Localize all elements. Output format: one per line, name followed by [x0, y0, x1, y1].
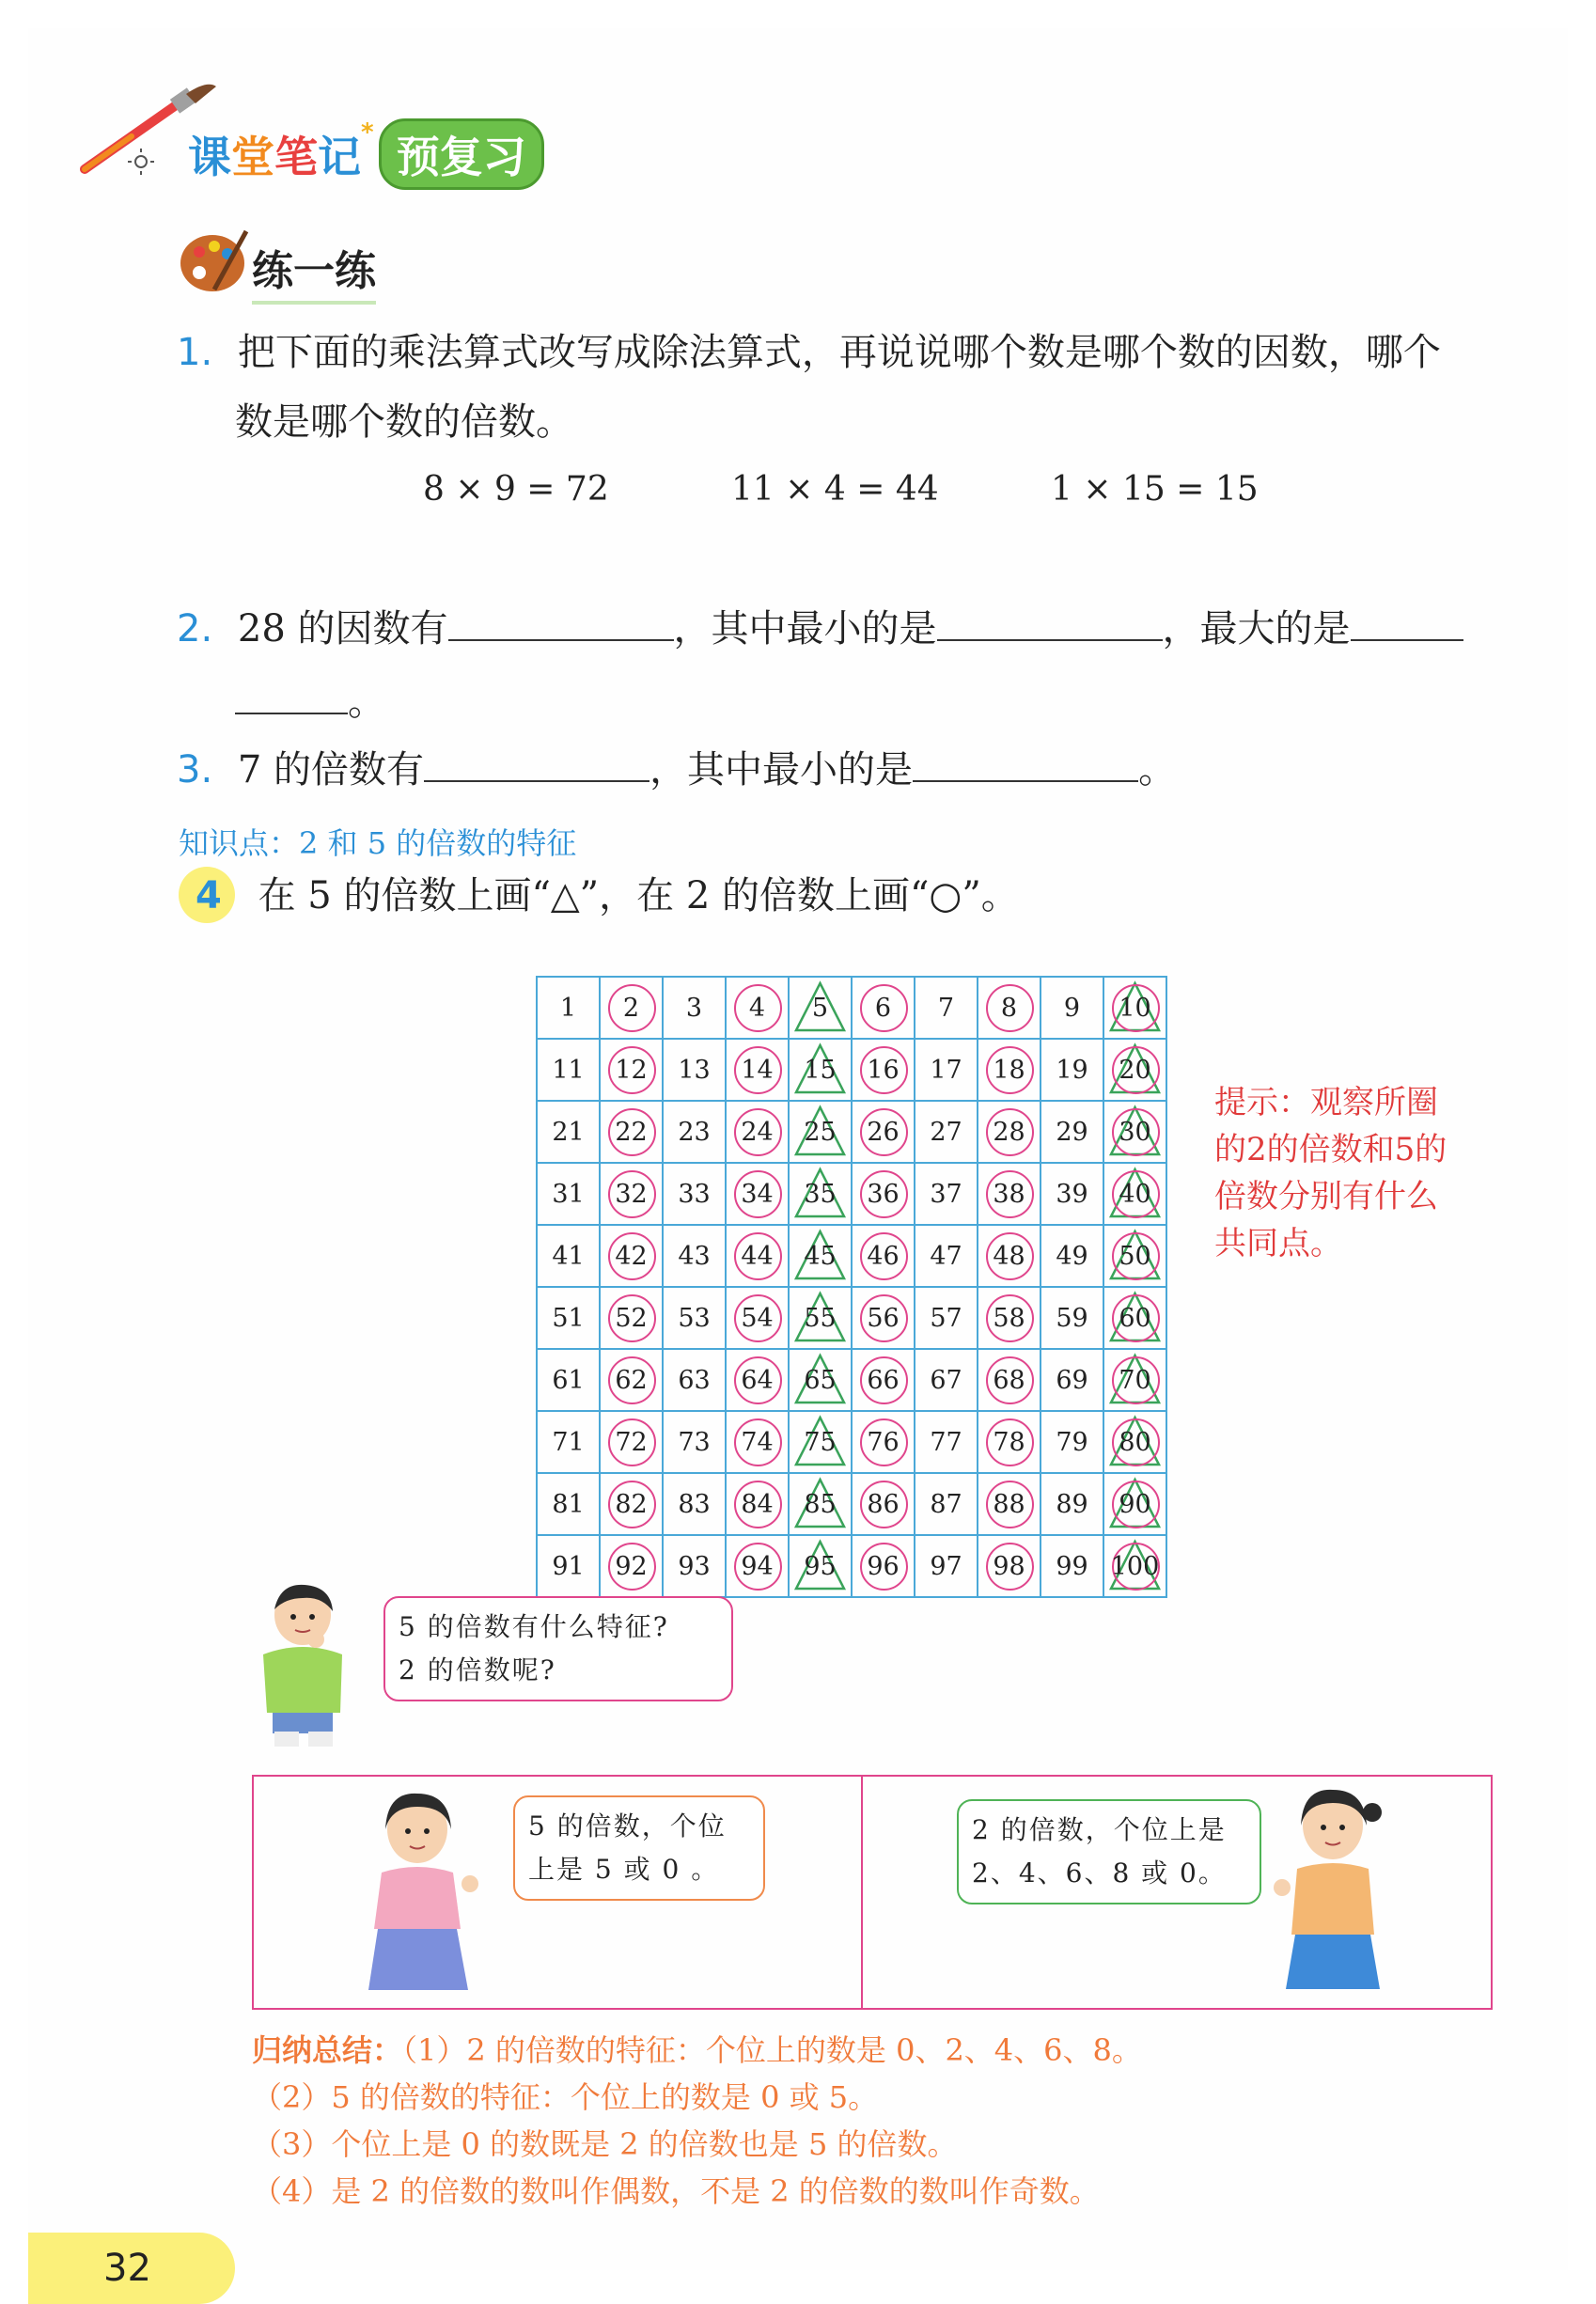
header-char: 课 [188, 132, 231, 182]
grid-cell [726, 1101, 789, 1163]
grid-cell [663, 1349, 726, 1411]
grid-number: 70 [1119, 1365, 1151, 1395]
summary-line [252, 2027, 1530, 2074]
grid-number: 92 [615, 1551, 648, 1581]
girl-left-illustration [359, 1788, 481, 2004]
grid-cell [1041, 1473, 1103, 1535]
boy-speech-bubble [383, 1596, 733, 1701]
grid-cell [1103, 1163, 1166, 1225]
grid-cell [663, 1225, 726, 1287]
grid-number: 17 [930, 1055, 962, 1085]
grid-cell [537, 1039, 600, 1101]
grid-number: 99 [1056, 1551, 1088, 1581]
grid-number: 76 [867, 1427, 900, 1457]
grid-number: 50 [1119, 1241, 1151, 1271]
grid-number: 22 [615, 1117, 648, 1147]
grid-cell [663, 1473, 726, 1535]
grid-cell [1103, 1535, 1166, 1597]
grid-cell [726, 1287, 789, 1349]
hint-line: 的2的倍数和5的 [1214, 1131, 1447, 1168]
grid-cell [537, 1287, 600, 1349]
grid-cell [1103, 1411, 1166, 1473]
grid-number: 39 [1056, 1179, 1088, 1209]
grid-number: 36 [867, 1179, 900, 1209]
question-3 [177, 744, 1176, 795]
grid-cell [726, 1535, 789, 1597]
grid-cell [978, 1349, 1041, 1411]
header-char: 堂 [231, 132, 274, 182]
grid-cell [915, 1349, 978, 1411]
girl-right-speech-bubble [957, 1799, 1261, 1904]
grid-number: 43 [678, 1241, 711, 1271]
summary-line: （2）5 的倍数的特征：个位上的数是 0 或 5。 [252, 2079, 879, 2115]
grid-number: 16 [867, 1055, 900, 1085]
grid-cell [537, 1101, 600, 1163]
grid-number: 83 [678, 1489, 711, 1519]
grid-cell [726, 1225, 789, 1287]
grid-number: 30 [1119, 1117, 1151, 1147]
grid-number: 95 [804, 1551, 837, 1581]
grid-number: 46 [867, 1241, 900, 1271]
grid-number: 53 [678, 1303, 711, 1333]
grid-cell [789, 1349, 852, 1411]
grid-row [537, 1039, 1166, 1101]
grid-number: 24 [741, 1117, 774, 1147]
grid-cell [978, 1225, 1041, 1287]
grid-number: 35 [804, 1179, 837, 1209]
grid-row [537, 1473, 1166, 1535]
grid-cell [978, 1411, 1041, 1473]
summary-line: （4）是 2 的倍数的数叫作偶数，不是 2 的倍数的数叫作奇数。 [252, 2173, 1100, 2209]
grid-number: 37 [930, 1179, 962, 1209]
grid-cell [537, 1535, 600, 1597]
bubble-line: 上是 5 或 0 。 [528, 1854, 720, 1885]
girl-left-speech-bubble [513, 1795, 765, 1901]
grid-number: 89 [1056, 1489, 1088, 1519]
grid-number: 9 [1063, 993, 1081, 1023]
grid-number: 74 [741, 1427, 774, 1457]
question-1-line2: 数是哪个数的倍数。 [235, 400, 573, 444]
summary-label: 归纳总结： [252, 2032, 403, 2068]
answer-blank[interactable] [937, 607, 1163, 641]
grid-cell [852, 1101, 915, 1163]
grid-number: 51 [552, 1303, 585, 1333]
grid-number: 56 [867, 1303, 900, 1333]
grid-cell [915, 1535, 978, 1597]
grid-cell [537, 1473, 600, 1535]
grid-cell [1103, 1225, 1166, 1287]
grid-number: 97 [930, 1551, 962, 1581]
grid-cell [663, 1163, 726, 1225]
bubble-line: 2 的倍数呢? [399, 1654, 556, 1685]
question-number: 2. [177, 607, 213, 650]
grid-cell [600, 1039, 663, 1101]
grid-number: 75 [804, 1427, 837, 1457]
grid-number: 98 [993, 1551, 1025, 1581]
header-char: 笔 [274, 132, 318, 182]
grid-cell [852, 1163, 915, 1225]
grid-number: 77 [930, 1427, 962, 1457]
grid-number: 15 [804, 1055, 837, 1085]
grid-cell [663, 1411, 726, 1473]
grid-cell [726, 1411, 789, 1473]
question-text: 28 的因数有 [237, 607, 448, 650]
grid-cell [600, 1287, 663, 1349]
header-char: 记 [318, 132, 361, 182]
grid-number: 86 [867, 1489, 900, 1519]
grid-number: 44 [741, 1241, 774, 1271]
equation-2: 11 × 4 = 44 [731, 470, 939, 509]
grid-number: 67 [930, 1365, 962, 1395]
grid-cell [789, 1039, 852, 1101]
grid-cell [1041, 1163, 1103, 1225]
palette-icon [177, 224, 252, 299]
grid-cell [1041, 1101, 1103, 1163]
grid-cell [537, 1225, 600, 1287]
grid-cell [1103, 1349, 1166, 1411]
question-number: 3. [177, 748, 213, 792]
grid-number: 49 [1056, 1241, 1088, 1271]
grid-number: 12 [615, 1055, 648, 1085]
grid-row [537, 1535, 1166, 1597]
grid-cell [789, 977, 852, 1039]
grid-cell [600, 1411, 663, 1473]
grid-cell [789, 1163, 852, 1225]
grid-number: 69 [1056, 1365, 1088, 1395]
grid-cell [663, 977, 726, 1039]
grid-cell [915, 1411, 978, 1473]
grid-number: 62 [615, 1365, 648, 1395]
hint-line: 提示：观察所圈 [1214, 1084, 1438, 1121]
grid-number: 29 [1056, 1117, 1088, 1147]
question-text: 在 5 的倍数上画“△”，在 2 的倍数上画“○”。 [258, 874, 1019, 917]
grid-cell [915, 1473, 978, 1535]
grid-row [537, 1349, 1166, 1411]
hint-line: 倍数分别有什么 [1214, 1178, 1438, 1215]
summary-text: （1）2 的倍数的特征：个位上的数是 0、2、4、6、8。 [402, 2032, 1142, 2068]
page [28, 28, 1568, 2290]
grid-number: 1 [559, 993, 577, 1023]
hundred-grid [536, 976, 1167, 1598]
grid-cell [915, 1163, 978, 1225]
grid-number: 71 [552, 1427, 585, 1457]
grid-number: 79 [1056, 1427, 1088, 1457]
grid-number: 84 [741, 1489, 774, 1519]
grid-number: 96 [867, 1551, 900, 1581]
grid-cell [1041, 1411, 1103, 1473]
equation-1: 8 × 9 = 72 [423, 470, 609, 509]
grid-cell [915, 1287, 978, 1349]
grid-cell [915, 977, 978, 1039]
grid-number: 19 [1056, 1055, 1088, 1085]
grid-number: 73 [678, 1427, 711, 1457]
grid-number: 58 [993, 1303, 1025, 1333]
grid-number: 68 [993, 1365, 1025, 1395]
grid-cell [789, 1225, 852, 1287]
grid-number: 28 [993, 1117, 1025, 1147]
grid-number: 5 [811, 993, 829, 1023]
preview-badge: 预复习 [379, 118, 544, 190]
grid-number: 80 [1119, 1427, 1151, 1457]
hint-line: 共同点。 [1214, 1225, 1342, 1262]
answer-blank[interactable] [1351, 607, 1463, 641]
grid-number: 63 [678, 1365, 711, 1395]
grid-row [537, 1287, 1166, 1349]
grid-cell [978, 1473, 1041, 1535]
grid-cell [663, 1039, 726, 1101]
grid-cell [1041, 1287, 1103, 1349]
grid-number: 42 [615, 1241, 648, 1271]
grid-number: 2 [622, 993, 640, 1023]
bubble-line: 5 的倍数有什么特征? [399, 1611, 669, 1642]
grid-cell [600, 1101, 663, 1163]
summary [252, 2027, 1530, 2215]
grid-cell [726, 1163, 789, 1225]
grid-number: 60 [1119, 1303, 1151, 1333]
grid-cell [852, 977, 915, 1039]
summary-line: （3）个位上是 0 的数既是 2 的倍数也是 5 的倍数。 [252, 2126, 958, 2162]
grid-number: 25 [804, 1117, 837, 1147]
panel-divider [861, 1777, 863, 2008]
grid-cell [600, 977, 663, 1039]
grid-cell [789, 1535, 852, 1597]
grid-cell [537, 977, 600, 1039]
grid-number: 88 [993, 1489, 1025, 1519]
grid-number: 87 [930, 1489, 962, 1519]
grid-number: 78 [993, 1427, 1025, 1457]
grid-cell [726, 1039, 789, 1101]
grid-number: 26 [867, 1117, 900, 1147]
grid-number: 14 [741, 1055, 774, 1085]
grid-number: 61 [552, 1365, 585, 1395]
grid-cell [789, 1411, 852, 1473]
grid-number: 81 [552, 1489, 585, 1519]
section-title: 练一练 [252, 237, 376, 305]
question-text: 把下面的乘法算式改写成除法算式，再说说哪个数是哪个数的因数，哪个 [237, 331, 1441, 374]
grid-cell [537, 1163, 600, 1225]
grid-number: 8 [1000, 993, 1018, 1023]
grid-number: 82 [615, 1489, 648, 1519]
hint-text [1214, 1079, 1496, 1267]
grid-row [537, 977, 1166, 1039]
grid-cell [537, 1349, 600, 1411]
grid-cell [852, 1287, 915, 1349]
question-text: 。 [348, 681, 385, 724]
grid-number: 27 [930, 1117, 962, 1147]
grid-cell [978, 977, 1041, 1039]
grid-number: 94 [741, 1551, 774, 1581]
grid-number: 90 [1119, 1489, 1151, 1519]
bubble-line: 5 的倍数，个位 [528, 1810, 727, 1842]
grid-number: 4 [748, 993, 766, 1023]
grid-number: 38 [993, 1179, 1025, 1209]
grid-number: 32 [615, 1179, 648, 1209]
grid-cell [1103, 977, 1166, 1039]
grid-number: 66 [867, 1365, 900, 1395]
grid-cell [852, 1225, 915, 1287]
grid-number: 6 [874, 993, 892, 1023]
question-text: 7 的倍数有 [237, 748, 425, 792]
grid-cell [852, 1349, 915, 1411]
grid-number: 59 [1056, 1303, 1088, 1333]
grid-number: 41 [552, 1241, 585, 1271]
grid-number: 23 [678, 1117, 711, 1147]
question-2-line2 [235, 677, 385, 728]
grid-cell [726, 1349, 789, 1411]
grid-row [537, 1411, 1166, 1473]
grid-number: 3 [685, 993, 703, 1023]
girl-right-illustration [1269, 1784, 1391, 2000]
grid-number: 52 [615, 1303, 648, 1333]
grid-cell [915, 1039, 978, 1101]
bubble-line: 2 的倍数，个位上是 [972, 1814, 1227, 1845]
answer-blank[interactable] [235, 681, 348, 714]
grid-cell [852, 1535, 915, 1597]
header-title [188, 118, 544, 190]
answer-blank[interactable] [913, 748, 1138, 782]
grid-cell [978, 1287, 1041, 1349]
grid-number: 34 [741, 1179, 774, 1209]
grid-cell [915, 1225, 978, 1287]
grid-number: 33 [678, 1179, 711, 1209]
grid-number: 7 [937, 993, 955, 1023]
grid-cell [789, 1473, 852, 1535]
question-text: 。 [1138, 748, 1177, 792]
grid-row [537, 1225, 1166, 1287]
grid-cell [1041, 977, 1103, 1039]
grid-number: 91 [552, 1551, 585, 1581]
question-1 [177, 327, 1511, 378]
equation-3: 1 × 15 = 15 [1051, 470, 1259, 509]
question-number: 1. [177, 331, 213, 374]
question-number: 4 [196, 874, 222, 917]
grid-cell [1041, 1535, 1103, 1597]
grid-number: 65 [804, 1365, 837, 1395]
question-2 [177, 603, 1463, 654]
grid-cell [600, 1225, 663, 1287]
grid-cell [600, 1473, 663, 1535]
boy-illustration [243, 1581, 365, 1750]
grid-cell [1103, 1473, 1166, 1535]
grid-number: 40 [1119, 1179, 1151, 1209]
grid-number: 47 [930, 1241, 962, 1271]
knowledge-point: 知识点：2 和 5 的倍数的特征 [179, 825, 577, 861]
grid-cell [726, 1473, 789, 1535]
grid-number: 48 [993, 1241, 1025, 1271]
grid-cell [726, 977, 789, 1039]
grid-number: 93 [678, 1551, 711, 1581]
grid-cell [852, 1411, 915, 1473]
grid-cell [1041, 1349, 1103, 1411]
grid-cell [852, 1473, 915, 1535]
question-text: ，其中最小的是 [649, 748, 914, 792]
question-text: ，最大的是 [1162, 607, 1351, 650]
grid-cell [852, 1039, 915, 1101]
grid-number: 21 [552, 1117, 585, 1147]
grid-number: 64 [741, 1365, 774, 1395]
grid-cell [1041, 1225, 1103, 1287]
grid-row [537, 1163, 1166, 1225]
grid-cell [978, 1535, 1041, 1597]
grid-number: 85 [804, 1489, 837, 1519]
grid-number: 45 [804, 1241, 837, 1271]
grid-cell [600, 1163, 663, 1225]
grid-cell [978, 1163, 1041, 1225]
grid-cell [663, 1535, 726, 1597]
grid-cell [1103, 1039, 1166, 1101]
grid-number: 100 [1110, 1551, 1160, 1581]
grid-cell [1103, 1101, 1166, 1163]
grid-cell [663, 1101, 726, 1163]
grid-number: 57 [930, 1303, 962, 1333]
grid-cell [789, 1287, 852, 1349]
grid-cell [978, 1101, 1041, 1163]
grid-cell [789, 1101, 852, 1163]
grid-number: 31 [552, 1179, 585, 1209]
grid-number: 55 [804, 1303, 837, 1333]
grid-number: 18 [993, 1055, 1025, 1085]
question-text: ，其中最小的是 [673, 607, 937, 650]
grid-cell [600, 1535, 663, 1597]
grid-number: 20 [1119, 1055, 1151, 1085]
question-4 [196, 870, 1019, 921]
page-number: 32 [28, 2233, 235, 2304]
grid-number: 13 [678, 1055, 711, 1085]
answer-blank[interactable] [424, 748, 649, 782]
grid-cell [537, 1411, 600, 1473]
grid-cell [1041, 1039, 1103, 1101]
bubble-line: 2、4、6、8 或 0。 [972, 1857, 1227, 1889]
grid-cell [663, 1287, 726, 1349]
grid-number: 10 [1119, 993, 1151, 1023]
grid-number: 54 [741, 1303, 774, 1333]
grid-cell [978, 1039, 1041, 1101]
grid-number: 72 [615, 1427, 648, 1457]
star-icon: * [361, 118, 374, 147]
grid-cell [600, 1349, 663, 1411]
grid-cell [915, 1101, 978, 1163]
grid-row [537, 1101, 1166, 1163]
grid-cell [1103, 1287, 1166, 1349]
answer-blank[interactable] [448, 607, 674, 641]
grid-number: 11 [552, 1055, 585, 1085]
